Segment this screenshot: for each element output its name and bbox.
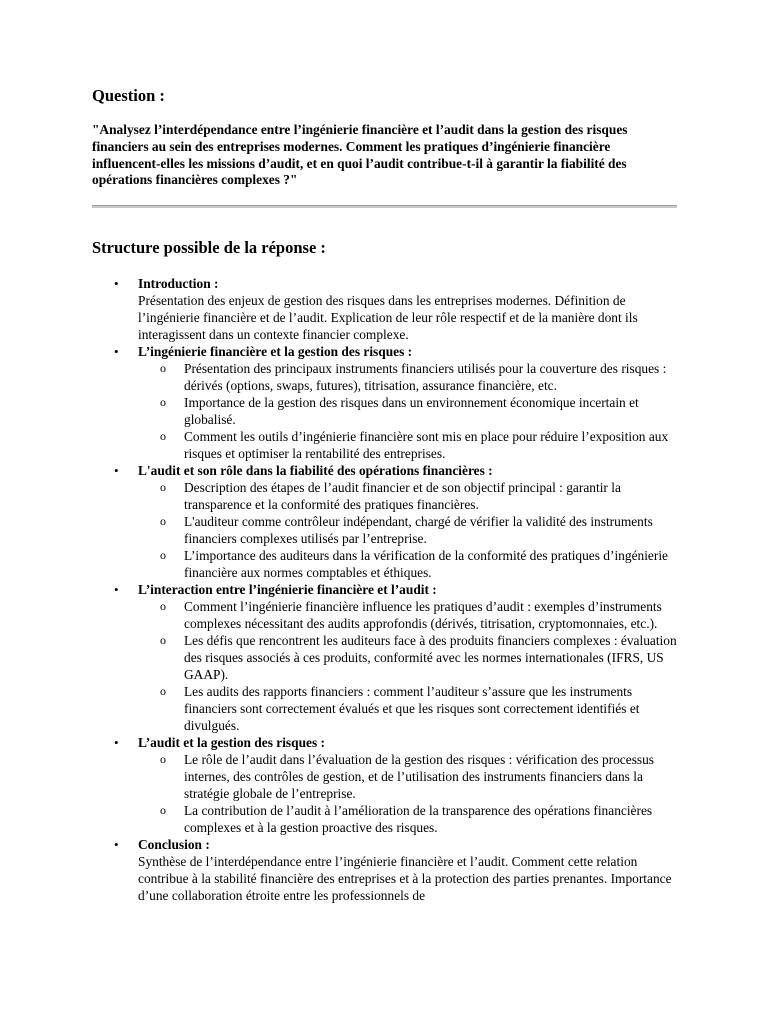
sub-list-item [138,802,678,836]
sub-item-text: Importance de la gestion des risques dans un environnement économique incertain et globalisé. [184,395,639,427]
sub-item-text: La contribution de l’audit à l’amélioration de la transparence des opérations financières complexes et à la gestion proactive des risques. [184,803,653,835]
section-title: L’audit et la gestion des risques : [138,735,325,750]
sub-item-text: L'auditeur comme contrôleur indépendant, chargé de vérifier la validité des instruments financiers complexes utilisés par l’entreprise. [184,514,653,546]
circle-bullet-icon: o [160,429,166,443]
section-body: Présentation des enjeux de gestion des risques dans les entreprises modernes. Définition de l’ingénierie financière et de l’audit. Explication de leur rôle respectif et de la manière dont ils interagissent dans un contexte financier complexe. [138,293,638,342]
section-title: Conclusion : [138,837,210,852]
outline-section [92,275,678,343]
outline-section [92,343,678,462]
sub-list-item [138,751,678,802]
sub-list [138,360,678,462]
sub-item-text: Présentation des principaux instruments financiers utilisés pour la couverture des risques : dérivés (options, swaps, futures), titrisation, assurance financière, etc. [184,361,667,393]
sub-item-text: Les défis que rencontrent les auditeurs face à des produits financiers complexes : évaluation des risques associés à ces produits, conformité avec les normes internationales (IFRS, US GAAP). [184,633,677,682]
sub-list-item [138,428,678,462]
sub-list [138,751,678,836]
sub-item-text: L’importance des auditeurs dans la vérification de la conformité des pratiques d’ingénierie financière aux normes comptables et éthiques. [184,548,668,580]
sub-list-item [138,632,678,683]
sub-list-item [138,513,678,547]
circle-bullet-icon: o [160,514,166,528]
bullet-icon: • [114,344,119,359]
outline-section [92,734,678,836]
circle-bullet-icon: o [160,361,166,375]
sub-item-text: Le rôle de l’audit dans l’évaluation de la gestion des risques : vérification des processus internes, des contrôles de gestion, et de l’utilisation des instruments financiers dans la stratégie globale de l’entreprise. [184,752,655,801]
structure-heading: Structure possible de la réponse : [92,238,326,257]
sub-list-item [138,598,678,632]
circle-bullet-icon: o [160,633,166,647]
circle-bullet-icon: o [160,803,166,817]
section-title: L’interaction entre l’ingénierie financière et l’audit : [138,582,437,597]
sub-item-text: Description des étapes de l’audit financier et de son objectif principal : garantir la transparence et la conformité des pratiques financières. [184,480,621,512]
sub-list-item [138,360,678,394]
bullet-icon: • [114,735,119,750]
section-body: Synthèse de l’interdépendance entre l’ingénierie financière et l’audit. Comment cette relation contribue à la stabilité financière des entreprises et à la protection des parties prenantes. Importance d’une collaboration étroite entre les professionnels de [138,854,672,903]
bullet-icon: • [114,582,119,597]
sub-item-text: Comment l’ingénierie financière influence les pratiques d’audit : exemples d’instruments complexes nécessitant des audits approfondis (dérivés, titrisation, cryptomonnaies, etc.). [184,599,662,631]
sub-item-text: Les audits des rapports financiers : comment l’auditeur s’assure que les instruments financiers sont correctement évalués et que les risques sont correctement identifiés et divulgués. [184,684,640,733]
outline-section [92,836,678,904]
section-title: L'audit et son rôle dans la fiabilité des opérations financières : [138,463,493,478]
sub-list-item [138,479,678,513]
section-title: L’ingénierie financière et la gestion des risques : [138,344,413,359]
circle-bullet-icon: o [160,752,166,766]
outline-section [92,462,678,581]
sub-list-item [138,683,678,734]
section-title: Introduction : [138,276,219,291]
sub-item-text: Comment les outils d’ingénierie financière sont mis en place pour réduire l’exposition aux risques et optimiser la rentabilité des entreprises. [184,429,669,461]
answer-outline [92,275,678,904]
circle-bullet-icon: o [160,684,166,698]
circle-bullet-icon: o [160,599,166,613]
question-heading: Question : [92,86,165,105]
bullet-icon: • [114,276,119,291]
sub-list [138,598,678,734]
sub-list-item [138,394,678,428]
question-text: "Analysez l’interdépendance entre l’ingénierie financière et l’audit dans la gestion des risques financiers au sein des entreprises modernes. Comment les pratiques d’ingénierie financière influencent-elles les missions d’audit, et en quoi l’audit contribue-t-il à garantir la fiabilité des opérations financières complexes ?" [92,122,628,188]
sub-list [138,479,678,581]
bullet-icon: • [114,463,119,478]
horizontal-divider [92,205,677,208]
circle-bullet-icon: o [160,548,166,562]
circle-bullet-icon: o [160,480,166,494]
outline-section [92,581,678,734]
sub-list-item [138,547,678,581]
circle-bullet-icon: o [160,395,166,409]
bullet-icon: • [114,837,119,852]
